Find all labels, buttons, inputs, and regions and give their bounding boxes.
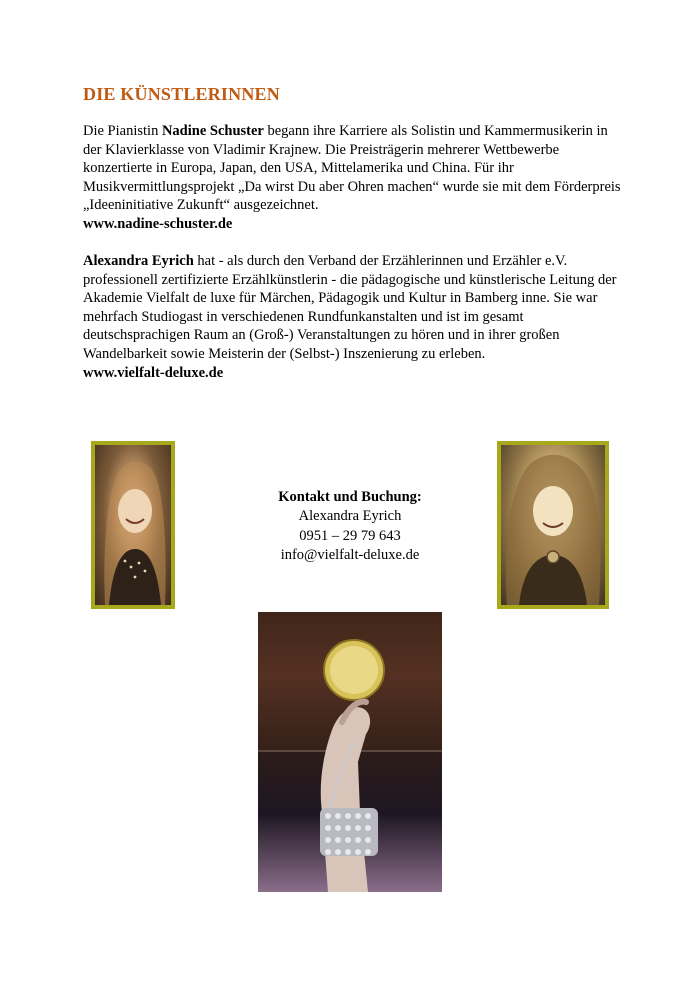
website-link-nadine[interactable]: www.nadine-schuster.de xyxy=(83,215,233,232)
hand-coin-illustration xyxy=(258,612,442,892)
contact-title: Kontakt und Buchung: xyxy=(278,489,422,505)
artist-name-alexandra: Alexandra Eyrich xyxy=(83,253,194,269)
portrait-nadine-illustration xyxy=(95,445,171,605)
contact-name: Alexandra Eyrich xyxy=(298,508,402,525)
bio-nadine-schuster xyxy=(83,122,623,234)
artist-name-nadine: Nadine Schuster xyxy=(161,123,264,139)
contact-block xyxy=(230,488,470,566)
contact-email[interactable]: info@vielfalt-deluxe.de xyxy=(280,547,420,564)
bio-nadine-intro: Die Pianistin xyxy=(83,123,162,139)
bio-nadine-text: begann ihre Karriere als Solistin und Kammermusikerin in der Klavierklasse von Vladimir Krajnew. Die Preisträgerin mehrerer Wettbewerbe konzertierte in Europa, Japan, den USA, Mittelamerika und China. Für ihr Musikvermittlungsprojekt „Da wirst Du aber Ohren machen“ wurde sie mit dem Förderpreis „Ideeninitiative Zukunft“ ausgezeichnet. xyxy=(83,123,621,214)
page-title: DIE KÜNSTLERINNEN xyxy=(83,84,280,104)
website-link-alexandra[interactable]: www.vielfalt-deluxe.de xyxy=(83,364,224,381)
photo-hand-holding-coin xyxy=(258,612,442,892)
portrait-nadine-schuster xyxy=(91,441,175,609)
bio-alexandra-eyrich xyxy=(83,252,623,382)
portrait-alexandra-illustration xyxy=(501,445,605,605)
bio-alexandra-text: hat - als durch den Verband der Erzählerinnen und Erzähler e.V. professionell zertifizierte Erzählkünstlerin - die pädagogische und künstlerische Leitung der Akademie Vielfalt de luxe für Märchen, Pädagogik und Kultur in Bamberg inne. Sie war mehrfach Studiogast in verschiedenen Rundfunkanstalten und ist im gesamt deutschsprachigen Raum an (Groß-) Veranstaltungen zu hören und in ihrer großen Wandelbarkeit sowie Meisterin der (Selbst-) Inszenierung zu erleben. xyxy=(83,253,617,362)
contact-phone: 0951 – 29 79 643 xyxy=(299,527,401,544)
portrait-alexandra-eyrich xyxy=(497,441,609,609)
